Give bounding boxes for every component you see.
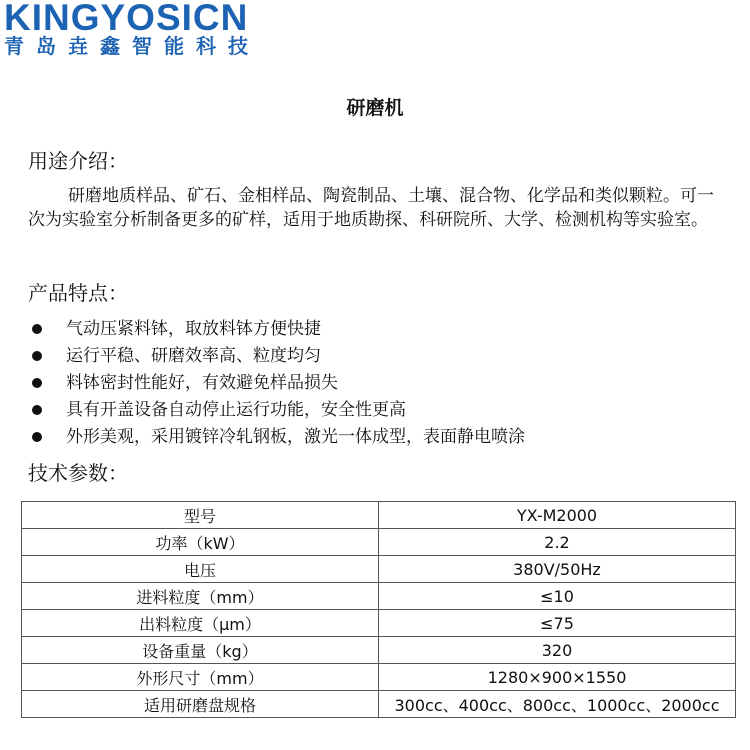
features-heading: 产品特点：: [28, 281, 128, 305]
table-row: [22, 664, 736, 691]
spec-label: 外形尺寸（mm）: [22, 664, 379, 691]
spec-value: 320: [379, 637, 736, 664]
feature-text: 运行平稳、研磨效率高、粒度均匀: [66, 346, 321, 366]
spec-label: 型号: [22, 502, 379, 529]
spec-label: 电压: [22, 556, 379, 583]
spec-value: ≤10: [379, 583, 736, 610]
feature-item: [28, 343, 525, 370]
logo-text-cn: 青岛垚鑫智能科技: [4, 34, 260, 58]
spec-label: 进料粒度（mm）: [22, 583, 379, 610]
table-row: [22, 610, 736, 637]
bullet-icon: [32, 432, 42, 442]
company-logo: [4, 0, 334, 58]
spec-value: 300cc、400cc、800cc、1000cc、2000cc: [379, 691, 736, 718]
spec-table: [21, 501, 736, 718]
feature-item: [28, 316, 525, 343]
spec-label: 适用研磨盘规格: [22, 691, 379, 718]
feature-text: 外形美观，采用镀锌冷轧钢板，激光一体成型，表面静电喷涂: [66, 427, 525, 447]
feature-text: 料钵密封性能好，有效避免样品损失: [66, 373, 338, 393]
usage-heading: 用途介绍：: [28, 149, 128, 173]
feature-text: 具有开盖设备自动停止运行功能，安全性更高: [66, 400, 406, 420]
spec-value: 1280×900×1550: [379, 664, 736, 691]
page-title: 研磨机: [346, 97, 404, 119]
bullet-icon: [32, 324, 42, 334]
table-row: [22, 691, 736, 718]
bullet-icon: [32, 405, 42, 415]
feature-item: [28, 397, 525, 424]
table-row: [22, 583, 736, 610]
table-row: [22, 502, 736, 529]
spec-value: YX-M2000: [379, 502, 736, 529]
spec-label: 功率（kW）: [22, 529, 379, 556]
feature-list: [28, 316, 525, 451]
usage-text: 研磨地质样品、矿石、金相样品、陶瓷制品、土壤、混合物、化学品和类似颗粒。可一次为实验室分析制备更多的矿样，适用于地质勘探、科研院所、大学、检测机构等实验室。: [28, 186, 714, 230]
feature-item: [28, 424, 525, 451]
usage-paragraph: [28, 184, 728, 232]
bullet-icon: [32, 378, 42, 388]
bullet-icon: [32, 351, 42, 361]
feature-item: [28, 370, 525, 397]
spec-label: 设备重量（kg）: [22, 637, 379, 664]
logo-text-en: KINGYOSICN: [4, 0, 249, 38]
table-row: [22, 529, 736, 556]
spec-value: 380V/50Hz: [379, 556, 736, 583]
table-row: [22, 637, 736, 664]
feature-text: 气动压紧料钵，取放料钵方便快捷: [66, 319, 321, 339]
spec-value: 2.2: [379, 529, 736, 556]
specs-heading: 技术参数：: [28, 461, 128, 485]
table-row: [22, 556, 736, 583]
spec-label: 出料粒度（μm）: [22, 610, 379, 637]
spec-value: ≤75: [379, 610, 736, 637]
